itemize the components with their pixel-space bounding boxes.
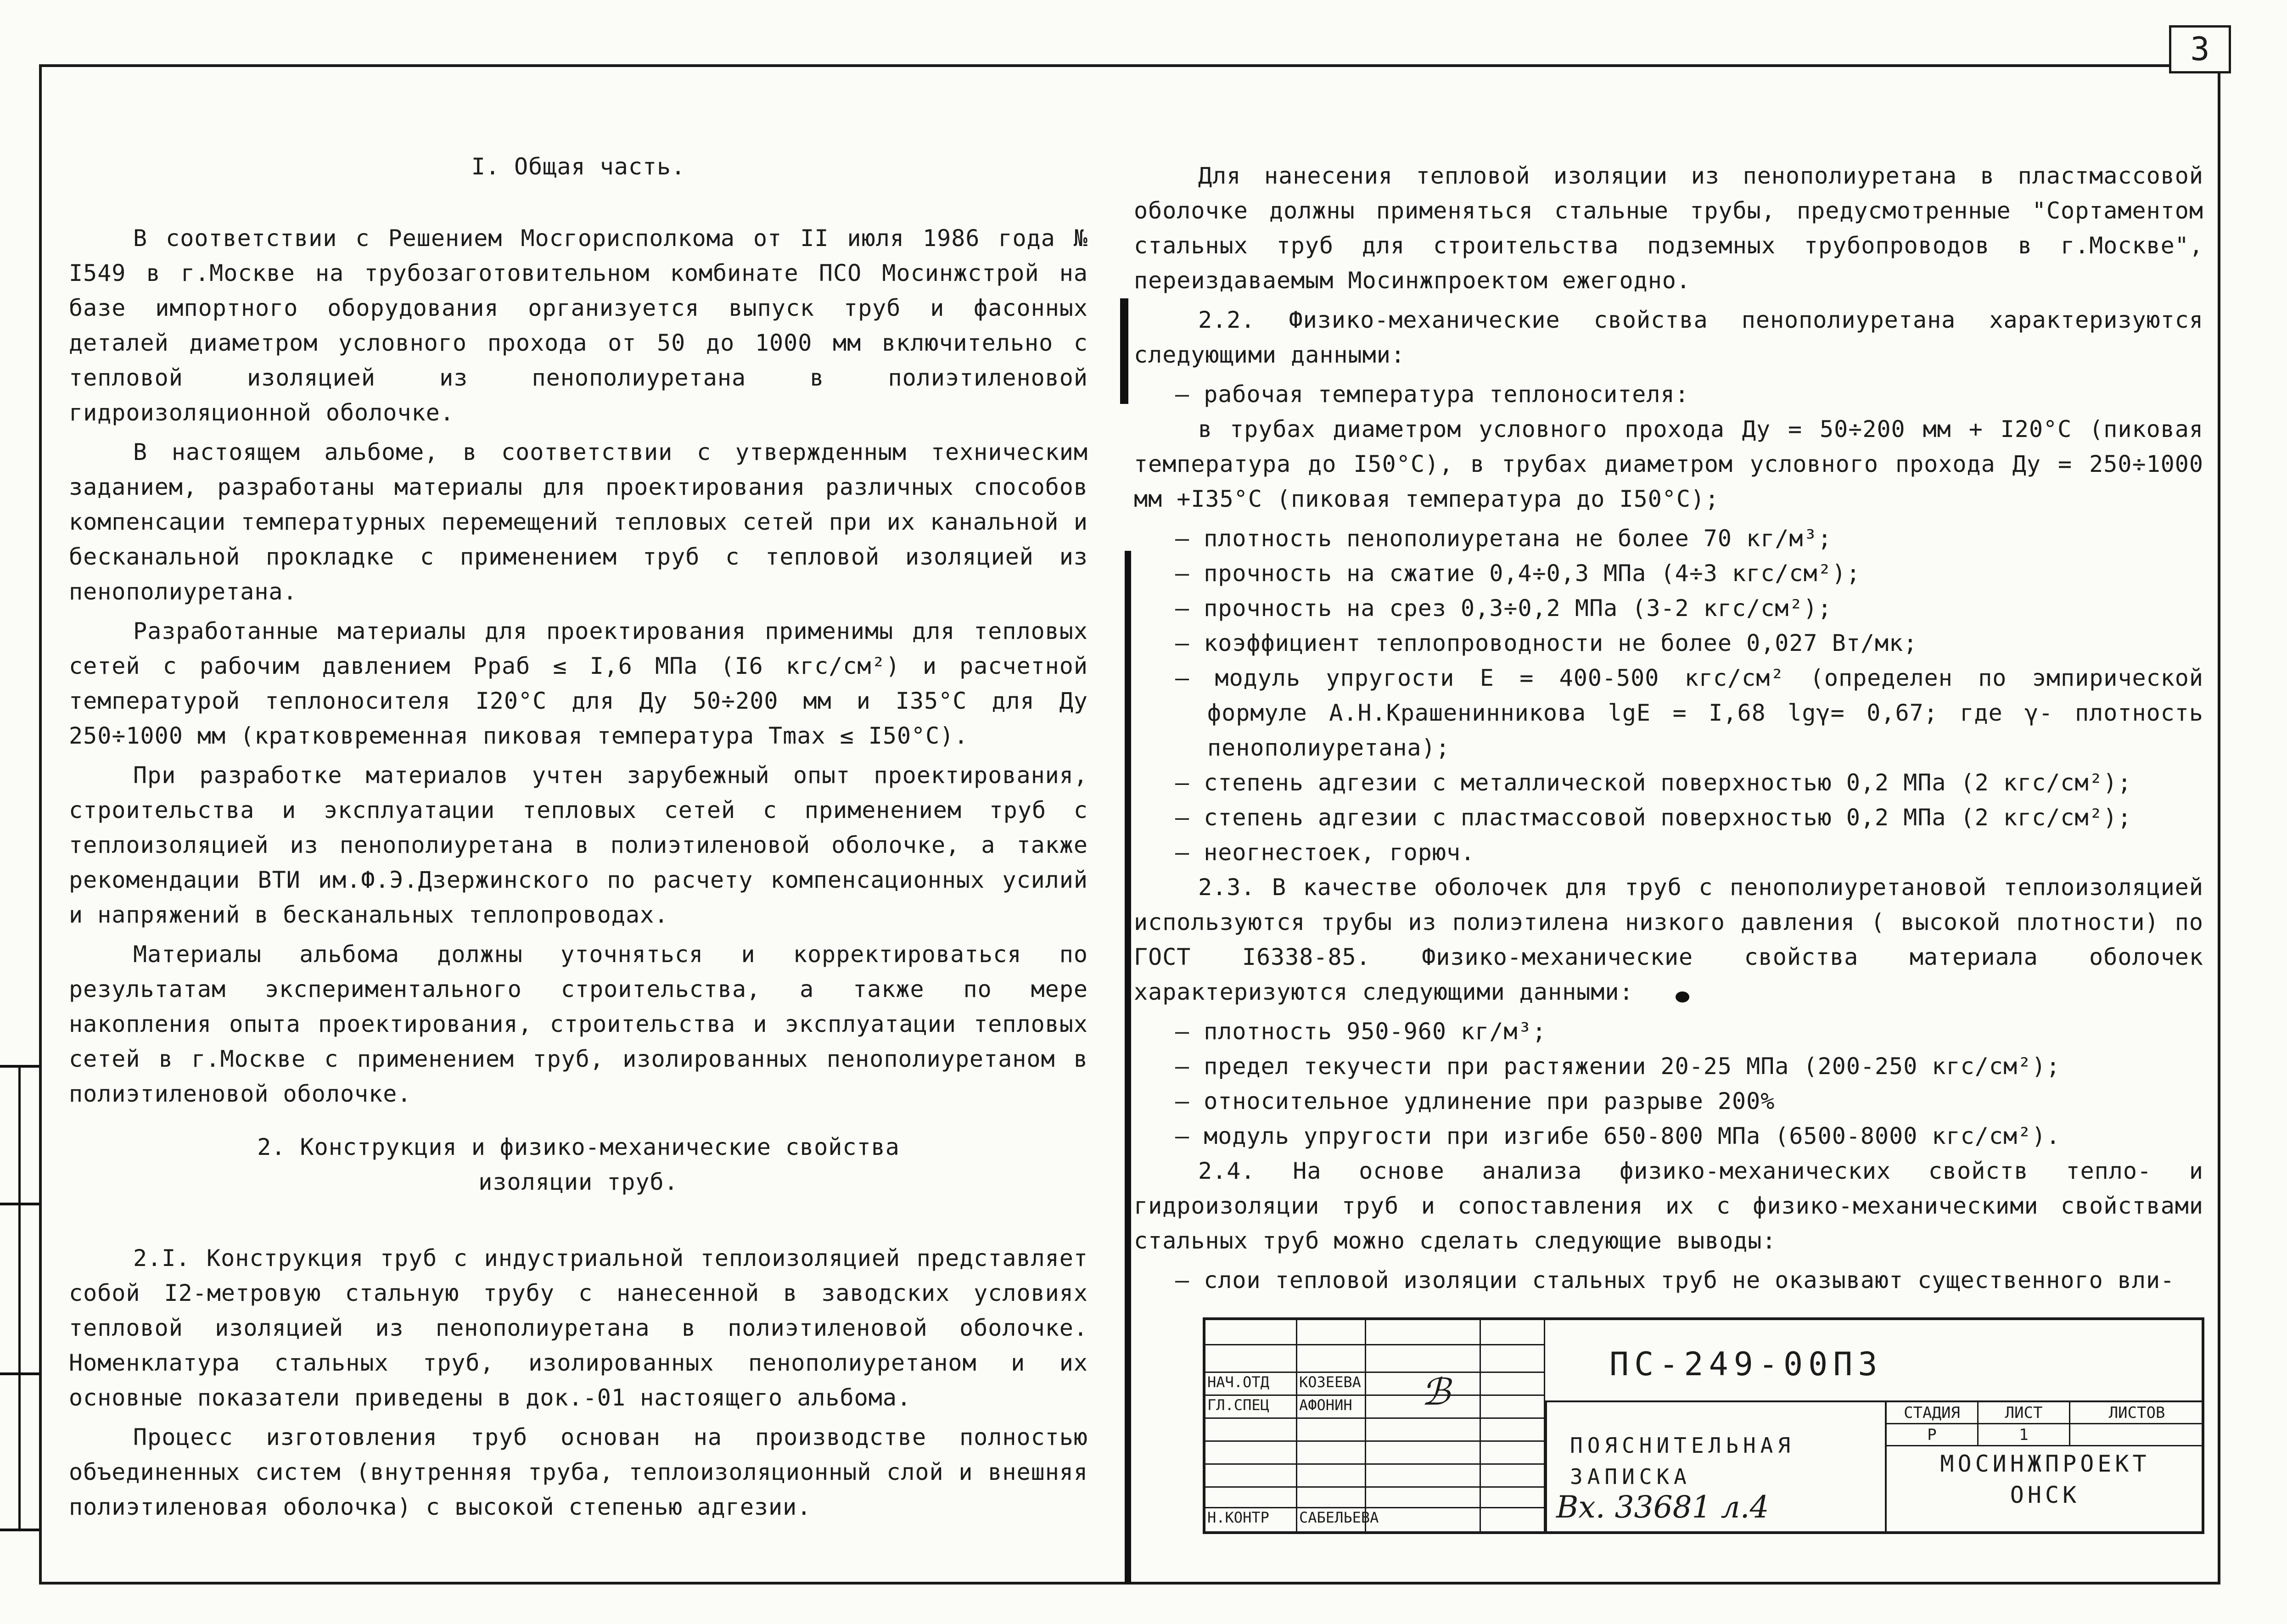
ink-mark xyxy=(1120,298,1128,404)
stage-value: Р xyxy=(1887,1424,1979,1446)
list-item: – слои тепловой изоляции стальных труб не оказывают существенного вли- xyxy=(1175,1267,2175,1294)
list-item: – прочность на сжатие 0,4÷0,3 МПа (4÷3 кгс/см²); xyxy=(1175,560,1861,587)
name-cell: АФОНИН xyxy=(1297,1396,1366,1419)
list-item: – степень адгезии с металлической поверхностью 0,2 МПа (2 кгс/см²); xyxy=(1175,769,2132,796)
grid-cell xyxy=(1366,1488,1481,1508)
sheet-label: ЛИСТ xyxy=(1979,1402,2070,1424)
grid-cell xyxy=(1297,1345,1366,1373)
date-cell xyxy=(1481,1373,1545,1396)
title-line: ПОЯСНИТЕЛЬНАЯ xyxy=(1570,1433,1795,1458)
date-cell xyxy=(1481,1396,1545,1419)
grid-cell xyxy=(1205,1465,1297,1488)
grid-cell xyxy=(1205,1442,1297,1465)
paragraph: 2.4. На основе анализа физико-механических свойств тепло- и гидроизоляции труб и сопоставления их с физико-механическими свойствами стальных труб можно сделать следующие выводы: xyxy=(1134,1158,2203,1254)
paragraph: Процесс изготовления труб основан на производстве полностью объединенных систем (внутренняя труба, теплоизоляционный слой и внешняя полиэтиленовая оболочка) с высокой степенью адгезии. xyxy=(69,1424,1088,1520)
grid-cell xyxy=(1297,1419,1366,1442)
grid-cell xyxy=(1297,1465,1366,1488)
list-item: – модуль упругости E = 400-500 кгс/см² (определен по эмпирической формуле А.Н.Крашенинникова lgE = I,68 lgγ= 0,67; где γ- плотность пенополиуретана); xyxy=(1175,665,2203,761)
stage-cell xyxy=(1885,1400,2203,1533)
name-cell: КОЗЕЕВА xyxy=(1297,1373,1366,1396)
org-line: МОСИНЖПРОЕКТ xyxy=(1940,1450,2150,1477)
grid-cell xyxy=(1297,1320,1366,1345)
ink-blot xyxy=(1676,991,1689,1002)
list-item: – прочность на срез 0,3÷0,2 МПа (3-2 кгс/см²); xyxy=(1175,595,1832,622)
paragraph: 2.3. В качестве оболочек для труб с пенополиуретановой теплоизоляцией используются трубы из полиэтилена низкого давления ( высокой плотности) по ГОСТ I6338-85. Физико-механические свойства материала оболочек характеризуются следующими данными: xyxy=(1134,874,2203,1005)
grid-cell xyxy=(1205,1320,1297,1345)
org-line: ОНСК xyxy=(2010,1482,2080,1508)
paragraph: 2.2. Физико-механические свойства пенополиуретана характеризуются следующими данными: xyxy=(1134,307,2203,368)
title-line: ЗАПИСКА xyxy=(1570,1464,1691,1489)
paragraph: При разработке материалов учтен зарубежный опыт проектирования, строительства и эксплуатации тепловых сетей с применением труб с теплоизоляцией из пенополиуретана в полиэтиленовой оболочке, а также рекомендации ВТИ им.Ф.Э.Дзержинского по расчету компенсационных усилий и напряжений в бесканальных теплопроводах. xyxy=(69,762,1088,928)
grid-cell xyxy=(1481,1465,1545,1488)
grid-cell xyxy=(1481,1345,1545,1373)
grid-cell xyxy=(1366,1419,1481,1442)
grid-cell xyxy=(1366,1442,1481,1465)
role-cell: Н.КОНТР xyxy=(1205,1508,1297,1531)
title-block xyxy=(1203,1317,2204,1534)
grid-cell xyxy=(1205,1345,1297,1373)
list-item: – неогнестоек, горюч. xyxy=(1175,839,1475,866)
paragraph: Материалы альбома должны уточняться и корректироваться по результатам экспериментального строительства, а также по мере накопления опыта проектирования, строительства и эксплуатации тепловых сетей в г.Москве с применением труб, изолированных пенополиуретаном в полиэтиленовой оболочке. xyxy=(69,941,1088,1107)
grid-cell xyxy=(1366,1465,1481,1488)
signature-mark: ℬ xyxy=(1421,1371,1450,1413)
section-heading: I. Общая часть. xyxy=(471,153,686,180)
grid-cell xyxy=(1297,1442,1366,1465)
paragraph: Для нанесения тепловой изоляции из пенополиуретана в пластмассовой оболочке должны применяться стальные трубы, предусмотренные "Сортаментом стальных труб для строительства подземных трубопроводов в г.Москве", переиздаваемым Мосинжпроектом ежегодно. xyxy=(1134,162,2203,294)
heading-line: 2. Конструкция и физико-механические свойства xyxy=(257,1134,900,1160)
list-item: – модуль упругости при изгибе 650-800 МПа (6500-8000 кгс/см²). xyxy=(1175,1123,2061,1149)
paragraph: Разработанные материалы для проектирования применимы для тепловых сетей с рабочим давлением Pраб ≤ I,6 МПа (I6 кгс/см²) и расчетной температурой теплоносителя I20°С для Ду 50÷200 мм и I35°С для Ду 250÷1000 мм (кратковременная пиковая температура Tmax ≤ I50°С). xyxy=(69,618,1088,749)
section-heading xyxy=(69,1130,1088,1199)
signature-grid xyxy=(1205,1320,1545,1531)
list-item: в трубах диаметром условного прохода Ду = 50÷200 мм + I20°С (пиковая температура до I50°С), в трубах диаметром условного прохода Ду = 250÷1000 мм +I35°С (пиковая температура до I50°С); xyxy=(1134,416,2203,512)
left-column xyxy=(69,149,1088,1529)
grid-cell xyxy=(1366,1320,1481,1345)
heading-line: изоляции труб. xyxy=(478,1169,678,1195)
document-title xyxy=(1570,1430,1795,1492)
paragraph: В настоящем альбоме, в соответствии с утвержденным техническим заданием, разработаны материалы для проектирования различных способов компенсации температурных перемещений тепловых сетей при их канальной и бесканальной прокладке с применением труб с тепловой изоляцией из пенополиуретана. xyxy=(69,439,1088,605)
handwritten-registration: Вх. 33681 л.4 xyxy=(1556,1490,1769,1525)
document-code: ПС-249-00ПЗ xyxy=(1609,1345,1883,1383)
grid-cell xyxy=(1366,1345,1481,1373)
binding-strip xyxy=(18,1065,21,1529)
list-item: – плотность 950-960 кг/м³; xyxy=(1175,1018,1547,1045)
list-item: – степень адгезии с пластмассовой поверхностью 0,2 МПа (2 кгс/см²); xyxy=(1175,804,2132,831)
list-item: – плотность пенополиуретана не более 70 кг/м³; xyxy=(1175,525,1832,552)
list-item: – коэффициент теплопроводности не более 0,027 Вт/мк; xyxy=(1175,630,1918,656)
list-item: – рабочая температура теплоносителя: xyxy=(1175,381,1689,408)
column-divider xyxy=(1125,551,1131,1584)
grid-cell xyxy=(1481,1320,1545,1345)
grid-cell xyxy=(1205,1488,1297,1508)
role-cell: НАЧ.ОТД xyxy=(1205,1373,1297,1396)
grid-cell xyxy=(1481,1488,1545,1508)
organization xyxy=(1887,1448,2203,1511)
document-title-cell xyxy=(1545,1400,1887,1533)
grid-cell xyxy=(1481,1419,1545,1442)
right-column xyxy=(1134,158,2203,1298)
grid-cell xyxy=(1297,1488,1366,1508)
role-cell: ГЛ.СПЕЦ xyxy=(1205,1396,1297,1419)
sheet-number: 3 xyxy=(2169,25,2231,73)
binding-strip xyxy=(0,1529,39,1531)
sheet-value: 1 xyxy=(1979,1424,2070,1446)
paragraph: 2.I. Конструкция труб с индустриальной теплоизоляцией представляет собой I2-метровую стальную трубу с нанесенной в заводских условиях тепловой изоляцией из пенополиуретана в полиэтиленовой оболочке. Номенклатура стальных труб, изолированных пенополиуретаном и их основные показатели приведены в док.-01 настоящего альбома. xyxy=(69,1245,1088,1411)
sheets-label: ЛИСТОВ xyxy=(2070,1402,2203,1424)
sheets-value xyxy=(2070,1424,2203,1446)
list-item: – относительное удлинение при разрыве 200% xyxy=(1175,1088,1775,1114)
list-item: – предел текучести при растяжении 20-25 МПа (200-250 кгс/см²); xyxy=(1175,1053,2061,1080)
stage-label: СТАДИЯ xyxy=(1887,1402,1979,1424)
grid-cell xyxy=(1481,1442,1545,1465)
grid-cell xyxy=(1205,1419,1297,1442)
signature-cell xyxy=(1366,1508,1481,1531)
date-cell xyxy=(1481,1508,1545,1531)
name-cell: САБЕЛЬЕВА xyxy=(1297,1508,1366,1531)
paragraph: В соответствии с Решением Мосгорисполкома от II июля 1986 года № I549 в г.Москве на трубозаготовительном комбинате ПСО Мосинжстрой на базе импортного оборудования организуется выпуск труб и фасонных деталей диаметром условного прохода от 50 до 1000 мм включительно с тепловой изоляцией из пенополиуретана в полиэтиленовой гидроизоляционной оболочке. xyxy=(69,225,1088,426)
